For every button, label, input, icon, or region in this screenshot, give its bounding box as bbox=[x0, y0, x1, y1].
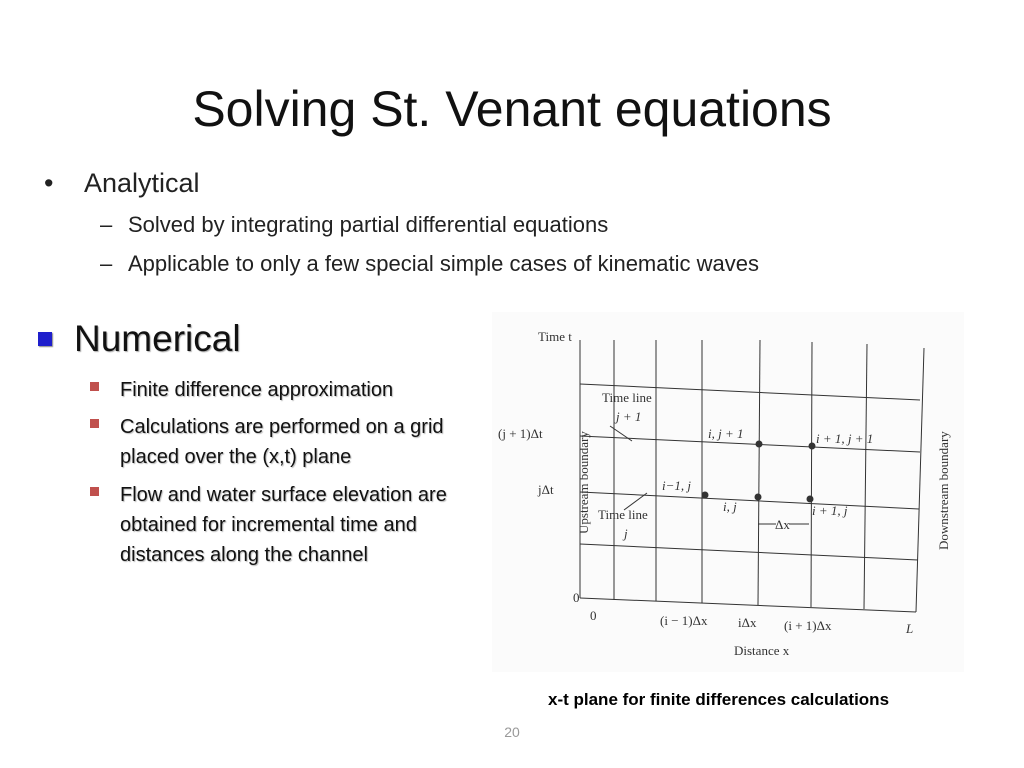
square-bullet-icon bbox=[90, 419, 99, 428]
x-tick-L: L bbox=[906, 621, 914, 636]
numerical-point-3 bbox=[90, 480, 465, 570]
analytical-point-2 bbox=[100, 251, 759, 277]
node-label-i+1-j+1: i + 1, j + 1 bbox=[816, 431, 874, 446]
timeline-upper-label: Time line bbox=[602, 390, 652, 405]
timeline-lower-index: j bbox=[624, 526, 628, 541]
node-i-j bbox=[755, 494, 762, 501]
dash-marker: – bbox=[100, 251, 113, 276]
node-label-i-j+1: i, j + 1 bbox=[708, 426, 744, 441]
upstream-boundary-label: Upstream boundary bbox=[576, 431, 591, 534]
node-label-i+1-j: i + 1, j bbox=[812, 503, 848, 518]
downstream-boundary-label: Downstream boundary bbox=[936, 431, 951, 550]
bullet-numerical bbox=[38, 318, 241, 360]
node-i-j+1 bbox=[756, 441, 763, 448]
numerical-heading: Numerical bbox=[74, 318, 241, 359]
timeline-lower-label: Time line bbox=[598, 507, 648, 522]
origin-t-label: 0 bbox=[573, 590, 580, 605]
analytical-point-text: Solved by integrating partial differential equations bbox=[128, 212, 609, 237]
x-tick-i-plus-1: (i + 1)Δx bbox=[784, 618, 832, 633]
node-i-1-j bbox=[702, 492, 709, 499]
figure-caption: x-t plane for finite differences calculations bbox=[548, 690, 890, 709]
square-bullet-icon bbox=[38, 332, 52, 346]
numerical-point-text: Calculations are performed on a grid placed over the (x,t) plane bbox=[120, 416, 444, 468]
delta-x-label: Δx bbox=[775, 517, 790, 532]
numerical-point-2 bbox=[90, 412, 465, 472]
square-bullet-icon bbox=[90, 382, 99, 391]
node-label-i-1-j: i−1, j bbox=[662, 478, 691, 493]
analytical-heading: Analytical bbox=[84, 168, 200, 198]
xt-grid-figure bbox=[492, 312, 964, 672]
t-tick-j: jΔt bbox=[538, 482, 554, 497]
bullet-analytical bbox=[44, 168, 200, 199]
t-tick-j-plus-1: (j + 1)Δt bbox=[498, 426, 543, 441]
square-bullet-icon bbox=[90, 487, 99, 496]
time-axis-label: Time t bbox=[538, 329, 572, 344]
page-number: 20 bbox=[504, 724, 520, 740]
node-i+1-j bbox=[807, 496, 814, 503]
dash-marker: – bbox=[100, 212, 113, 237]
numerical-point-1 bbox=[90, 375, 465, 405]
timeline-upper-index: j + 1 bbox=[616, 409, 642, 424]
numerical-point-text: Flow and water surface elevation are obtained for incremental time and distances along the channel bbox=[120, 484, 447, 566]
numerical-point-text: Finite difference approximation bbox=[120, 379, 394, 401]
distance-axis-label: Distance x bbox=[734, 643, 790, 658]
bullet-dot: • bbox=[44, 168, 54, 198]
analytical-point-text: Applicable to only a few special simple cases of kinematic waves bbox=[128, 251, 759, 276]
node-i+1-j+1 bbox=[809, 443, 816, 450]
x-tick-i: iΔx bbox=[738, 615, 757, 630]
x-tick-i-minus-1: (i − 1)Δx bbox=[660, 613, 708, 628]
figure-background bbox=[492, 312, 964, 672]
slide-title: Solving St. Venant equations bbox=[192, 81, 832, 137]
origin-x-label: 0 bbox=[590, 608, 597, 623]
node-label-i-j: i, j bbox=[723, 499, 737, 514]
analytical-point-1 bbox=[100, 212, 608, 238]
